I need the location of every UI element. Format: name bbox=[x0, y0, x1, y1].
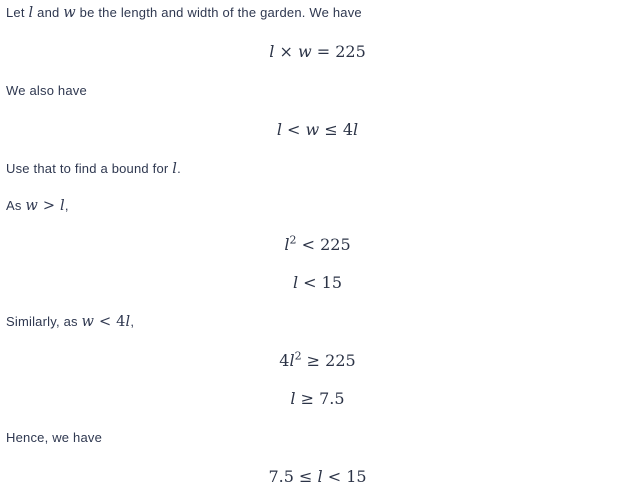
display-equation bbox=[0, 273, 635, 293]
display-equation bbox=[0, 235, 635, 255]
math-segment: w bbox=[297, 42, 312, 61]
math-segment: > bbox=[38, 198, 60, 214]
display-equation bbox=[0, 42, 635, 62]
math-segment: < 225 bbox=[296, 235, 351, 254]
math-segment: l bbox=[276, 120, 282, 139]
math-segment: l bbox=[317, 467, 323, 486]
math-segment: = 225 bbox=[311, 42, 366, 61]
solution-document bbox=[0, 5, 635, 487]
math-segment: l bbox=[28, 5, 34, 21]
math-segment: ≥ 7.5 bbox=[295, 389, 345, 408]
text-segment: Similarly, as bbox=[6, 314, 82, 329]
math-segment: < 15 bbox=[322, 467, 367, 486]
math-segment: l bbox=[284, 235, 290, 254]
math-segment: < 15 bbox=[298, 273, 343, 292]
display-equation bbox=[0, 120, 635, 140]
paragraph bbox=[0, 161, 635, 177]
text-segment: , bbox=[130, 314, 135, 329]
math-segment: l bbox=[172, 161, 178, 177]
text-segment: Hence, we have bbox=[6, 430, 103, 445]
math-segment: l bbox=[289, 351, 295, 370]
text-segment: We also have bbox=[6, 83, 87, 98]
math-segment: w bbox=[81, 314, 95, 330]
paragraph bbox=[0, 198, 635, 214]
display-equation bbox=[0, 351, 635, 371]
math-segment: ≥ 225 bbox=[301, 351, 356, 370]
blocks-container bbox=[0, 5, 635, 487]
text-segment: Let bbox=[6, 5, 29, 20]
text-segment: be the length and width of the garden. We have bbox=[75, 5, 362, 20]
paragraph bbox=[0, 430, 635, 446]
math-segment: × bbox=[274, 42, 298, 61]
math-segment: w bbox=[305, 120, 320, 139]
math-segment: 2 bbox=[289, 233, 297, 247]
math-segment: w bbox=[63, 5, 76, 21]
math-segment: l bbox=[292, 273, 299, 292]
text-segment: and bbox=[33, 5, 64, 20]
display-equation bbox=[0, 389, 635, 409]
math-segment: l bbox=[269, 42, 275, 61]
math-segment: 2 bbox=[294, 349, 302, 363]
math-segment: < 4 bbox=[94, 314, 126, 330]
math-segment: l bbox=[353, 120, 359, 139]
math-segment: l bbox=[59, 198, 65, 214]
text-segment: Use that to find a bound for bbox=[6, 161, 173, 176]
text-segment: As bbox=[6, 198, 26, 213]
math-segment: l bbox=[125, 314, 131, 330]
math-segment: w bbox=[25, 198, 39, 214]
math-segment: 4 bbox=[279, 351, 290, 370]
math-segment: 7.5 ≤ bbox=[268, 467, 318, 486]
math-segment: ≤ 4 bbox=[319, 120, 354, 139]
paragraph bbox=[0, 83, 635, 99]
paragraph bbox=[0, 314, 635, 330]
text-segment: , bbox=[64, 198, 69, 213]
paragraph bbox=[0, 5, 635, 21]
text-segment: . bbox=[177, 161, 181, 176]
display-equation bbox=[0, 467, 635, 487]
math-segment: l bbox=[290, 389, 296, 408]
math-segment: < bbox=[281, 120, 306, 139]
